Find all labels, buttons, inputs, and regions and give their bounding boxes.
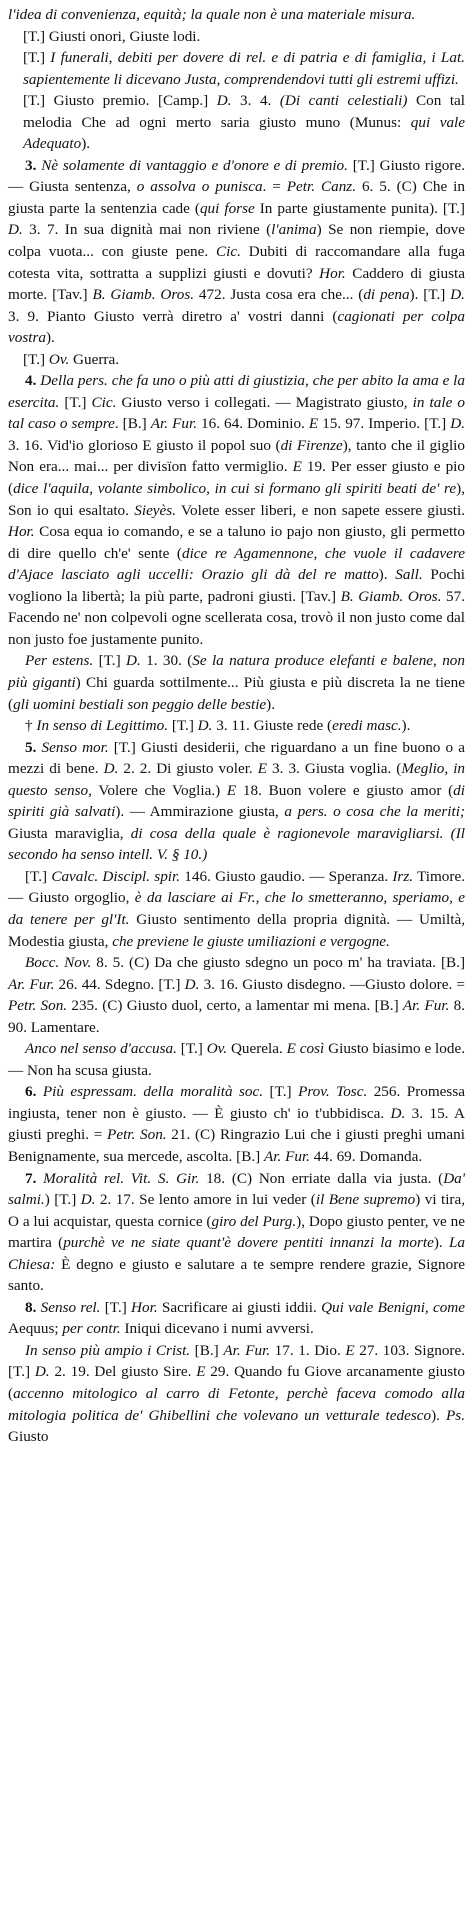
italic-text: l'idea di convenienza, equità; la quale non è una materiale misura. bbox=[8, 6, 416, 23]
italic-text: Ar. Fur. bbox=[150, 415, 197, 433]
text: Giusto bbox=[8, 1428, 49, 1446]
text: Dubiti di raccomandare alla fuga cotesta vita, sottratta a supplizi giusti e dovuti? bbox=[8, 243, 465, 282]
italic-text: I funerali, debiti per dovere di rel. e di patria e di famiglia, i Lat. sapientemente li dicevano Justa, comprendendovi tutti gli estremi uffizi. bbox=[23, 49, 465, 88]
italic-text: o assolva o punisca bbox=[136, 178, 263, 196]
entry-paragraph bbox=[8, 1340, 465, 1448]
section-number: 8. bbox=[25, 1298, 37, 1316]
text: Caddero di giusta morte. [Tav.] bbox=[8, 264, 465, 304]
text: ). — Ammirazione giusta, bbox=[115, 803, 285, 821]
italic-text: D. bbox=[125, 652, 141, 670]
text: 16. 64. Dominio. bbox=[197, 415, 309, 433]
italic-text: B. Giamb. Oros. bbox=[340, 587, 442, 605]
italic-text: D. bbox=[216, 92, 232, 110]
text: [T.] Giusti onori, Giuste lodi. bbox=[23, 27, 201, 45]
italic-text: D. bbox=[8, 221, 23, 239]
text: 21. (C) Ringrazio Lui che i giusti preghi umani Benignamente, sua mercede, ascolta. [B.] bbox=[8, 1126, 465, 1165]
italic-text: Anco nel senso d'accusa. bbox=[25, 1040, 177, 1058]
text: ) vi tira, O a lui acquistar, questa cornice ( bbox=[8, 1191, 466, 1230]
text: Giusta maraviglia, bbox=[8, 824, 131, 842]
section-number: 3. bbox=[25, 156, 37, 174]
text: 29. Quando fu Giove arcanamente giusto ( bbox=[8, 1363, 465, 1402]
text: 235. (C) Giusto duol, certo, a lamentar mi mena. [B.] bbox=[67, 997, 403, 1015]
text: 256. Promessa ingiusta, tener non è giusto. — È giusto ch' io t'ubbidisca. bbox=[8, 1083, 465, 1122]
text: ). bbox=[378, 566, 396, 584]
text: ). [T.] bbox=[409, 286, 451, 304]
text: [T.] bbox=[100, 1298, 132, 1316]
italic-text: B. Giamb. Oros. bbox=[92, 286, 195, 304]
text: ). bbox=[401, 717, 411, 735]
entry-paragraph bbox=[8, 47, 465, 90]
text: 3. 11. Giuste rede ( bbox=[212, 717, 333, 735]
italic-text: Nè solamente di vantaggio e d'onore e di premio. bbox=[41, 156, 348, 174]
italic-text: Senso rel. bbox=[40, 1298, 101, 1316]
italic-text: Ar. Fur. bbox=[402, 997, 450, 1015]
text: Giusto sentimento della propria dignità. — Umiltà, Modestia giusta, bbox=[8, 910, 465, 950]
text: 26. 44. Sdegno. [T.] bbox=[54, 975, 185, 993]
text: † bbox=[25, 717, 37, 735]
italic-text: D. bbox=[34, 1363, 50, 1381]
text: Cosa equa io comando, e se a taluno io pajo non giusto, gli permetto di dire quello ch'e' sente ( bbox=[8, 523, 465, 562]
italic-text: giro del Purg. bbox=[211, 1212, 297, 1230]
italic-text: gli uomini bestiali son peggio delle bestie bbox=[13, 695, 267, 713]
text: [B.] bbox=[190, 1341, 224, 1359]
italic-text: qui vale Adequato bbox=[23, 113, 466, 153]
italic-text: Moralità rel. Vit. S. Gir. bbox=[43, 1169, 200, 1187]
text: [T.] bbox=[93, 652, 126, 670]
entry-paragraph bbox=[8, 1168, 465, 1297]
text: Aequus; bbox=[8, 1320, 63, 1338]
text: 3. 9. Pianto Giusto verrà diretro a' vostri danni ( bbox=[8, 307, 338, 325]
italic-text: Prov. Tosc. bbox=[298, 1083, 368, 1101]
text: Giusto biasimo e lode. — Non ha scusa giusta. bbox=[8, 1040, 465, 1079]
italic-text: (Di canti celestiali) bbox=[279, 92, 408, 110]
italic-text: Della pers. che fa uno o più atti di giustizia, che per abito la ama e la esercita. bbox=[8, 372, 465, 411]
italic-text: di cosa della quale è ragionevole maravigliarsi. (Il secondo ha senso intell. V. § 10.) bbox=[8, 824, 465, 864]
text: 44. 69. Domanda. bbox=[309, 1147, 423, 1165]
italic-text: D. bbox=[450, 286, 465, 304]
italic-text: D. bbox=[80, 1191, 96, 1209]
italic-text: Ps. bbox=[446, 1406, 465, 1424]
entry-paragraph bbox=[8, 1081, 465, 1167]
italic-text: eredi masc. bbox=[332, 717, 402, 735]
italic-text: D. bbox=[450, 415, 465, 433]
text: Guerra. bbox=[69, 350, 120, 368]
text: 27. 103. Signore. [T.] bbox=[8, 1341, 466, 1381]
text: ). bbox=[431, 1406, 447, 1424]
text: ). bbox=[433, 1234, 449, 1252]
italic-text: qui forse bbox=[199, 199, 255, 217]
section-number: 6. bbox=[25, 1083, 37, 1101]
italic-text: Bocc. Nov. bbox=[25, 954, 92, 972]
entry-paragraph bbox=[8, 866, 465, 952]
entry-paragraph bbox=[8, 1038, 465, 1081]
text: 1. 30. ( bbox=[140, 652, 193, 670]
text: [T.] bbox=[59, 393, 92, 411]
italic-text: Senso mor. bbox=[41, 738, 109, 756]
italic-text: La Chiesa: bbox=[8, 1234, 465, 1273]
text: ), Dopo giusto penter, ve ne martira ( bbox=[8, 1212, 466, 1252]
entry-paragraph bbox=[8, 90, 465, 155]
italic-text: accenno mitologico al carro di Fetonte, perchè faceva comodo alla mitologia politica de' Ghibellini che volevano un vetturale tedesco bbox=[8, 1385, 465, 1424]
section-number: 4. bbox=[25, 372, 37, 390]
text: [T.] Giusti desiderii, che riguardano a un fine buono o a mezzi di bene. bbox=[8, 738, 465, 778]
entry-paragraph bbox=[8, 715, 465, 737]
entry-paragraph bbox=[8, 26, 465, 48]
entry-paragraph bbox=[8, 650, 465, 715]
italic-text: Cavalc. Discipl. spir. bbox=[51, 867, 181, 885]
text: [T.] bbox=[263, 1083, 299, 1101]
text: È degno e giusto e salutare a te sempre rendere grazie, Signore santo. bbox=[8, 1255, 465, 1295]
text: ). bbox=[266, 695, 276, 713]
italic-text: Sieyès. bbox=[134, 501, 176, 519]
text: ) Se non riempie, dove colpa vuota... con giuste pene. bbox=[8, 221, 466, 261]
text: 2. 19. Del giusto Sire. bbox=[49, 1363, 197, 1381]
text: 8. 90. Lamentare. bbox=[8, 997, 466, 1036]
section-number: 7. bbox=[25, 1169, 37, 1187]
text: . [B.] bbox=[114, 415, 151, 433]
italic-text: In senso di Legittimo. bbox=[36, 717, 169, 735]
text: ). bbox=[45, 329, 55, 347]
text: 3. 15. A giusti preghi. = bbox=[8, 1104, 465, 1144]
italic-text: Ov. bbox=[48, 350, 70, 368]
italic-text: D. bbox=[184, 975, 200, 993]
italic-text: E bbox=[308, 415, 319, 433]
italic-text: E così bbox=[286, 1040, 325, 1058]
text: 8. 5. (C) Da che giusto sdegno un poco m' ha traviata. [B.] bbox=[91, 954, 465, 972]
italic-text: Ar. Fur. bbox=[263, 1147, 310, 1165]
italic-text: E bbox=[345, 1341, 355, 1359]
text: [T.] bbox=[176, 1040, 207, 1058]
text: 19. Per esser giusto e pio ( bbox=[8, 458, 465, 498]
text: [T.] bbox=[25, 867, 52, 885]
italic-text: dice re Agamennone, che vuole il cadavere d'Ajace lasciato agli uccelli: Orazio gli dà del re matto bbox=[8, 544, 465, 584]
text: ), Son io qui esaltato. bbox=[8, 480, 465, 519]
italic-text: E bbox=[196, 1363, 206, 1381]
text: ) [T.] bbox=[44, 1191, 81, 1209]
text: Pochi vogliono la libertà; la più parte, padroni giusti. [Tav.] bbox=[8, 566, 465, 605]
text: 2. 17. Se lento amore in lui veder ( bbox=[95, 1191, 316, 1209]
italic-text: per contr. bbox=[62, 1320, 121, 1338]
italic-text: E bbox=[257, 760, 268, 778]
italic-text: Qui vale Benigni, come bbox=[321, 1298, 466, 1316]
text: [T.] Giusto premio. [Camp.] bbox=[23, 92, 217, 110]
text: 57. Facendo ne' non colpevoli ogne scellerata cosa, trovò il non justo come dal non justo foe justamente punito. bbox=[8, 587, 465, 648]
italic-text: Cic. bbox=[91, 393, 117, 411]
text: 18. (C) Non erriate dalla via justa. ( bbox=[199, 1169, 444, 1187]
italic-text: Hor. bbox=[8, 523, 35, 541]
italic-text: Hor. bbox=[131, 1298, 158, 1316]
italic-text: il Bene supremo bbox=[315, 1191, 416, 1209]
text: Volere che Voglia.) bbox=[91, 781, 227, 799]
italic-text: Irz. bbox=[392, 867, 414, 885]
text: [T.] Giusto rigore. — Giusta sentenza, bbox=[8, 156, 465, 196]
italic-text: di Firenze bbox=[280, 436, 343, 454]
italic-text: In senso più ampio i Crist. bbox=[25, 1341, 191, 1359]
entry-paragraph bbox=[8, 1297, 465, 1340]
text: 2. 2. Di giusto voler. bbox=[118, 760, 258, 778]
italic-text: D. bbox=[390, 1104, 406, 1122]
italic-text: l'anima bbox=[271, 221, 317, 239]
entry-paragraph bbox=[8, 349, 465, 371]
italic-text: in tale o tal caso o sempre bbox=[8, 393, 466, 433]
text: 18. Buon volere e giusto amor ( bbox=[236, 781, 454, 799]
italic-text: Più espressam. della moralità soc. bbox=[42, 1083, 264, 1101]
italic-text: cagionati per colpa vostra bbox=[8, 307, 465, 347]
text: Con tal melodia Che ad ogni merto saria giusto muno (Munus: bbox=[23, 92, 466, 131]
text: ), tanto che il giglio Non era... mai... per divisïon fatto vermiglio. bbox=[8, 436, 465, 476]
text: Querela. bbox=[227, 1040, 287, 1058]
text: Timore. — Giusto orgoglio, bbox=[8, 867, 465, 907]
text: 472. Justa cosa era che... ( bbox=[194, 286, 364, 304]
italic-text: Ar. Fur. bbox=[223, 1341, 271, 1359]
text: 6. 5. (C) Che in giusta parte la sentenzia cade ( bbox=[8, 178, 465, 217]
italic-text: è da lasciare ai Fr., che lo smetteranno, speriamo, e da tenere per gl'It. bbox=[8, 889, 465, 928]
entry-paragraph bbox=[8, 737, 465, 866]
entry-paragraph bbox=[8, 155, 465, 349]
italic-text: purchè ve ne siate quant'è dovere pentiti innanzi la morte bbox=[63, 1234, 434, 1252]
italic-text: Per estens. bbox=[25, 652, 94, 670]
italic-text: Ov. bbox=[206, 1040, 228, 1058]
text: In parte giustamente punita). [T.] bbox=[254, 199, 465, 217]
italic-text: Petr. Son. bbox=[107, 1126, 167, 1144]
italic-text: di pena bbox=[363, 286, 410, 304]
text: Volete esser liberi, e non sapete essere giusti. bbox=[176, 501, 465, 519]
text: ). bbox=[81, 135, 91, 153]
italic-text: E bbox=[292, 458, 302, 476]
italic-text: Sall. bbox=[395, 566, 423, 584]
italic-text: Hor. bbox=[319, 264, 346, 282]
italic-text: di spiriti già salvati bbox=[8, 781, 465, 821]
italic-text: Ar. Fur. bbox=[8, 975, 55, 993]
text: 3. 3. Giusta voglia. ( bbox=[267, 760, 402, 778]
text: 17. 1. Dio. bbox=[270, 1341, 346, 1359]
section-number: 5. bbox=[25, 738, 37, 756]
text: 146. Giusto gaudio. — Speranza. bbox=[180, 867, 393, 885]
text: 3. 16. Vid'io glorioso E giusto il popol suo ( bbox=[8, 436, 281, 454]
italic-text: Meglio, in questo senso, bbox=[8, 760, 466, 799]
italic-text: Petr. Son. bbox=[8, 997, 68, 1015]
italic-text: a pers. o cosa che la meriti; bbox=[284, 803, 466, 821]
text: 3. 4. bbox=[231, 92, 280, 110]
italic-text: Cic. bbox=[216, 243, 241, 261]
italic-text: Petr. Canz. bbox=[286, 178, 357, 196]
text: Sacrificare ai giusti iddii. bbox=[157, 1298, 322, 1316]
entry-paragraph bbox=[8, 370, 465, 650]
entry-paragraph bbox=[8, 4, 465, 26]
italic-text: D. bbox=[197, 717, 213, 735]
italic-text: Da' salmi. bbox=[8, 1169, 466, 1209]
text: [T.] bbox=[23, 49, 51, 67]
italic-text: Se la natura produce elefanti e balene, non più giganti bbox=[8, 652, 465, 691]
text: [T.] bbox=[168, 717, 198, 735]
italic-text: dice l'aquila, volante simbolico, in cui si formano gli spiriti beati de' re bbox=[13, 480, 457, 498]
text: [T.] bbox=[23, 350, 49, 368]
entry-paragraph bbox=[8, 952, 465, 1038]
text: 15. 97. Imperio. [T.] bbox=[318, 415, 451, 433]
italic-text: E bbox=[226, 781, 237, 799]
italic-text: che previene le giuste umiliazioni e vergogne. bbox=[112, 932, 390, 950]
text: . = bbox=[262, 178, 287, 196]
italic-text: D. bbox=[103, 760, 119, 778]
text: 3. 7. In sua dignità mai non riviene ( bbox=[22, 221, 272, 239]
text: ) Chi guarda sottilmente... Più giusta e più discreta la ne tiene ( bbox=[8, 673, 465, 713]
text: 3. 16. Giusto disdegno. —Giusto dolore. = bbox=[199, 975, 465, 993]
text: Iniqui dicevano i numi avversi. bbox=[120, 1320, 314, 1338]
text: Giusto verso i collegati. — Magistrato giusto, bbox=[116, 393, 413, 411]
